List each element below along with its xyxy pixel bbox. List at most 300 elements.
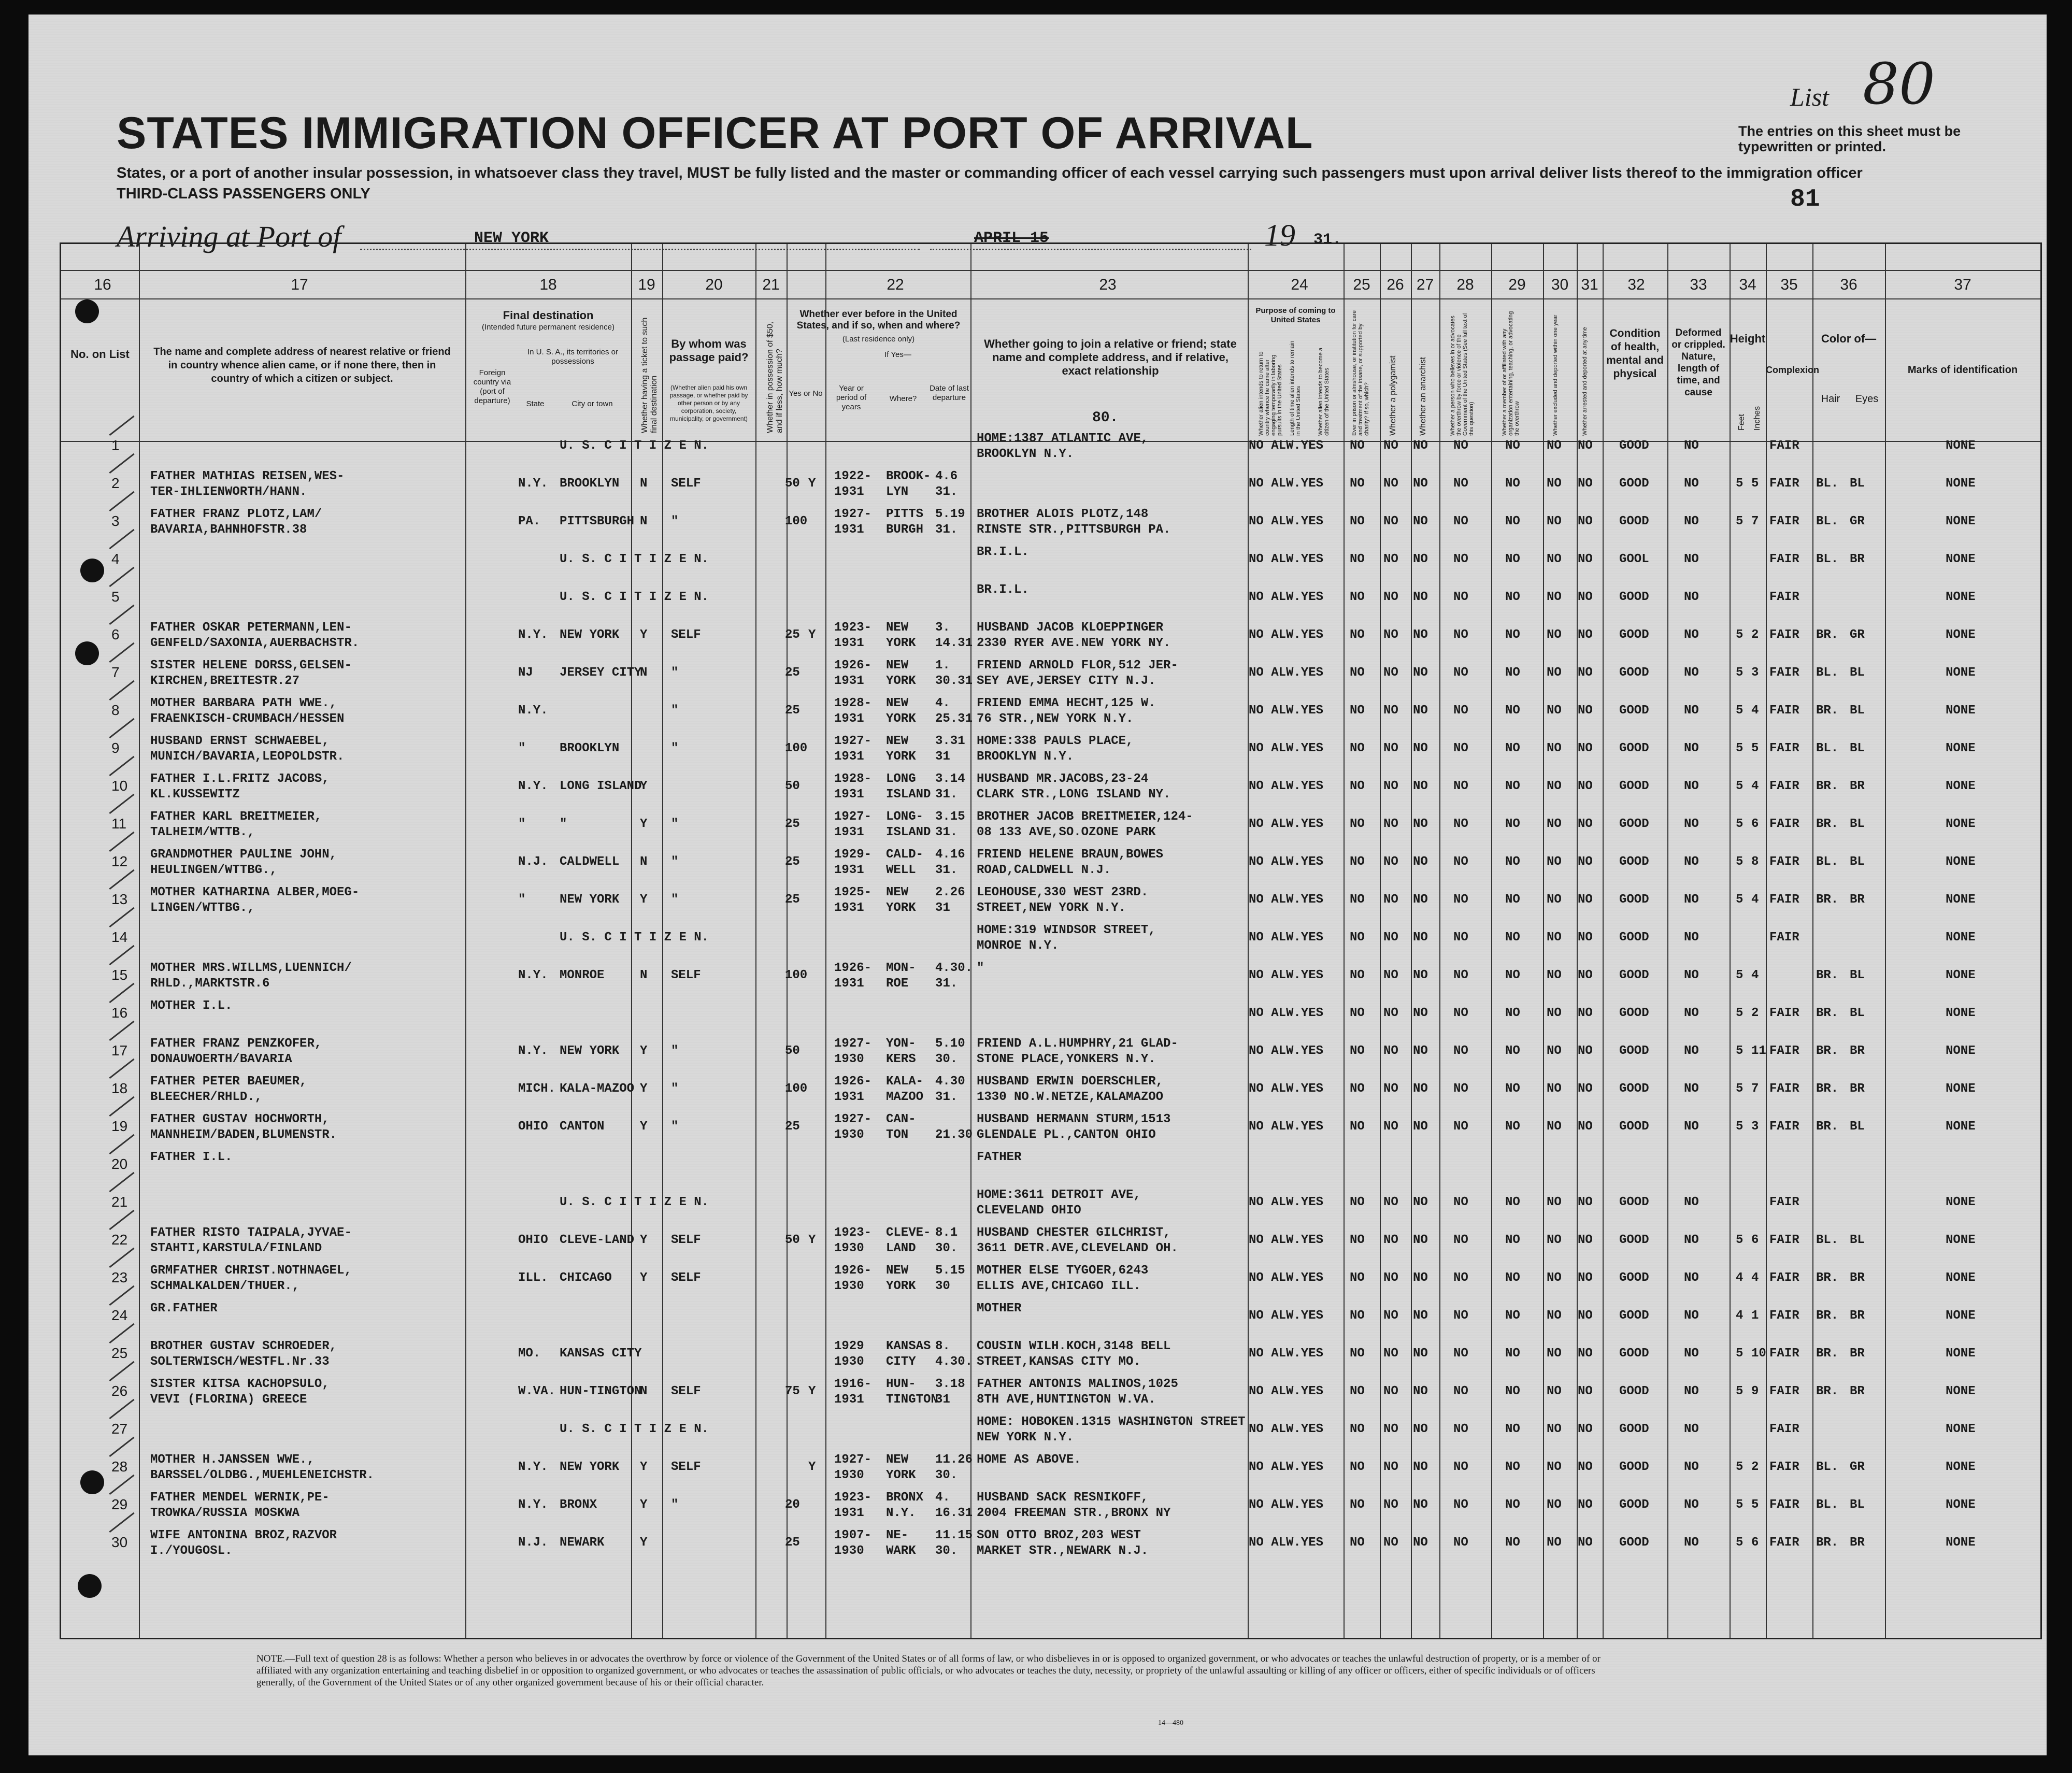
prison: NO bbox=[1350, 514, 1365, 528]
deformed: NO bbox=[1684, 628, 1699, 642]
hdr-relative: The name and complete address of nearest relative or friend in country whence alien came, or if none there, then in country of which a citizen or subject. bbox=[153, 346, 451, 384]
joining-line-1: FATHER ANTONIS MALINOS,1025 bbox=[977, 1377, 1178, 1391]
table-row bbox=[28, 468, 2008, 506]
row-number: 22 bbox=[111, 1232, 128, 1248]
hair-color: BL. bbox=[1816, 855, 1839, 869]
q29: NO bbox=[1505, 817, 1520, 831]
punch-hole bbox=[75, 299, 99, 323]
joining-line-1: HOME: HOBOKEN.1315 WASHINGTON STREET bbox=[977, 1415, 1246, 1429]
rel-line-1: FATHER MATHIAS REISEN,WES- bbox=[150, 469, 345, 483]
colnum-29: 29 bbox=[1508, 276, 1526, 293]
complexion: FAIR bbox=[1769, 1233, 1799, 1247]
q29: NO bbox=[1505, 439, 1520, 453]
eye-color: BL bbox=[1850, 666, 1865, 680]
period-end: 1931 bbox=[834, 674, 864, 688]
where-2: YORK bbox=[886, 712, 916, 726]
hair-color: BR. bbox=[1816, 1082, 1839, 1096]
q31: NO bbox=[1578, 1082, 1593, 1096]
period-start: 1927- bbox=[834, 734, 872, 748]
where-1: NEW bbox=[886, 659, 909, 673]
departure-1: 3. bbox=[935, 621, 950, 635]
money: 75 bbox=[785, 1384, 800, 1398]
complexion: FAIR bbox=[1769, 1422, 1799, 1436]
prison: NO bbox=[1350, 628, 1365, 642]
q30: NO bbox=[1547, 779, 1562, 793]
dest-city: LONG ISLAND bbox=[560, 779, 642, 793]
eye-color: BR bbox=[1850, 893, 1865, 907]
identification-marks: NONE bbox=[1946, 1233, 1976, 1247]
eye-color: GR bbox=[1850, 514, 1865, 528]
money: 50 bbox=[785, 779, 800, 793]
where-1: NEW bbox=[886, 1264, 909, 1278]
q30: NO bbox=[1547, 514, 1562, 528]
purpose: NO ALW.YES bbox=[1249, 628, 1324, 642]
anarchist: NO bbox=[1413, 893, 1428, 907]
hdr-anarchist: Whether an anarchist bbox=[1419, 356, 1427, 436]
table-row bbox=[28, 1338, 2008, 1376]
health-condition: GOOD bbox=[1619, 1309, 1649, 1323]
height-inches: 6 bbox=[1751, 1233, 1759, 1247]
q31: NO bbox=[1578, 477, 1593, 491]
identification-marks: NONE bbox=[1946, 439, 1976, 453]
health-condition: GOOD bbox=[1619, 779, 1649, 793]
table-row bbox=[28, 1527, 2008, 1565]
where-2: N.Y. bbox=[886, 1506, 916, 1520]
dest-state: ILL. bbox=[518, 1271, 548, 1285]
q28: NO bbox=[1453, 552, 1468, 566]
q30: NO bbox=[1547, 855, 1562, 869]
purpose: NO ALW.YES bbox=[1249, 552, 1324, 566]
height-inches: 7 bbox=[1751, 514, 1759, 528]
prison: NO bbox=[1350, 590, 1365, 604]
deformed: NO bbox=[1684, 704, 1699, 718]
purpose: NO ALW.YES bbox=[1249, 514, 1324, 528]
deformed: NO bbox=[1684, 477, 1699, 491]
row-number: 27 bbox=[111, 1421, 128, 1437]
rel-line-1: FATHER OSKAR PETERMANN,LEN- bbox=[150, 621, 352, 635]
money: 25 bbox=[785, 1536, 800, 1550]
dest-city: BRONX bbox=[560, 1498, 597, 1512]
rel-line-1: MOTHER BARBARA PATH WWE., bbox=[150, 696, 337, 710]
money: 25 bbox=[785, 628, 800, 642]
joining-line-2: BROOKLYN N.Y. bbox=[977, 447, 1074, 461]
period-start: 1927- bbox=[834, 1037, 872, 1051]
deformed: NO bbox=[1684, 666, 1699, 680]
q31: NO bbox=[1578, 666, 1593, 680]
prison: NO bbox=[1350, 1384, 1365, 1398]
dest-state: OHIO bbox=[518, 1233, 548, 1247]
period-end: 1931 bbox=[834, 1393, 864, 1407]
hdr-ticket: Whether having a ticket to such final destination bbox=[640, 317, 659, 433]
prison: NO bbox=[1350, 1195, 1365, 1209]
period-end: 1930 bbox=[834, 1052, 864, 1066]
colnum-26: 26 bbox=[1387, 276, 1404, 293]
purpose: NO ALW.YES bbox=[1249, 1271, 1324, 1285]
colnum-19: 19 bbox=[638, 276, 655, 293]
q30: NO bbox=[1547, 1082, 1562, 1096]
where-1: PITTS bbox=[886, 507, 924, 521]
q29: NO bbox=[1505, 1233, 1520, 1247]
joining-line-2: NEW YORK N.Y. bbox=[977, 1431, 1074, 1445]
q29: NO bbox=[1505, 1460, 1520, 1474]
joining-line-2: 76 STR.,NEW YORK N.Y. bbox=[977, 712, 1134, 726]
q30: NO bbox=[1547, 1309, 1562, 1323]
been-before: Y bbox=[808, 1233, 816, 1247]
polygamist: NO bbox=[1383, 1082, 1398, 1096]
identification-marks: NONE bbox=[1946, 514, 1976, 528]
table-row bbox=[28, 430, 2008, 468]
polygamist: NO bbox=[1383, 931, 1398, 945]
height-inches: 4 bbox=[1751, 1271, 1759, 1285]
joining-line-2: ELLIS AVE,CHICAGO ILL. bbox=[977, 1279, 1141, 1293]
colnum-35: 35 bbox=[1780, 276, 1798, 293]
q30: NO bbox=[1547, 931, 1562, 945]
q28: NO bbox=[1453, 741, 1468, 755]
health-condition: GOOD bbox=[1619, 477, 1649, 491]
money: 50 bbox=[785, 477, 800, 491]
money: 25 bbox=[785, 1120, 800, 1134]
prison: NO bbox=[1350, 741, 1365, 755]
height-inches: 4 bbox=[1751, 893, 1759, 907]
deformed: NO bbox=[1684, 439, 1699, 453]
colnum-22: 22 bbox=[887, 276, 904, 293]
where-2: WARK bbox=[886, 1544, 916, 1558]
purpose: NO ALW.YES bbox=[1249, 1347, 1324, 1361]
period-end: 1931 bbox=[834, 485, 864, 499]
q28: NO bbox=[1453, 1384, 1468, 1398]
manifest-sheet bbox=[28, 15, 2047, 1755]
height-inches: 10 bbox=[1751, 1347, 1766, 1361]
dest-city: CALDWELL bbox=[560, 855, 620, 869]
q31: NO bbox=[1578, 817, 1593, 831]
eye-color: BR bbox=[1850, 1536, 1865, 1550]
anarchist: NO bbox=[1413, 931, 1428, 945]
table-row bbox=[28, 1186, 2008, 1224]
purpose: NO ALW.YES bbox=[1249, 779, 1324, 793]
row-number: 9 bbox=[111, 740, 120, 756]
joining-line-2: 2330 RYER AVE.NEW YORK NY. bbox=[977, 636, 1171, 650]
been-before: Y bbox=[808, 477, 816, 491]
rel-line-2: SOLTERWISCH/WESTFL.Nr.33 bbox=[150, 1355, 330, 1369]
q30: NO bbox=[1547, 1120, 1562, 1134]
table-row bbox=[28, 884, 2008, 922]
departure-2: 31. bbox=[935, 523, 958, 537]
dest-city: CANTON bbox=[560, 1120, 605, 1134]
rel-line-2: STAHTI,KARSTULA/FINLAND bbox=[150, 1241, 322, 1255]
rel-line-2: FRAENKISCH-CRUMBACH/HESSEN bbox=[150, 712, 345, 726]
anarchist: NO bbox=[1413, 1120, 1428, 1134]
table-row bbox=[28, 1262, 2008, 1300]
where-2: YORK bbox=[886, 674, 916, 688]
q30: NO bbox=[1547, 893, 1562, 907]
table-row bbox=[28, 695, 2008, 733]
departure-1: 3.18 bbox=[935, 1377, 965, 1391]
height-inches: 7 bbox=[1751, 1082, 1759, 1096]
polygamist: NO bbox=[1383, 1233, 1398, 1247]
anarchist: NO bbox=[1413, 741, 1428, 755]
joining-line-2: 1330 NO.W.NETZE,KALAMAZOO bbox=[977, 1090, 1164, 1104]
purpose: NO ALW.YES bbox=[1249, 1460, 1324, 1474]
where-1: CLEVE- bbox=[886, 1226, 931, 1240]
list-label: List bbox=[1790, 82, 1830, 111]
hdr-passage-sub: (Whether alien paid his own passage, or whether paid by other person or by any corporation, society, municipality, or government) bbox=[669, 384, 748, 422]
money: 25 bbox=[785, 855, 800, 869]
polygamist: NO bbox=[1383, 439, 1398, 453]
polygamist: NO bbox=[1383, 1006, 1398, 1020]
complexion: FAIR bbox=[1769, 1044, 1799, 1058]
identification-marks: NONE bbox=[1946, 779, 1976, 793]
passage-paid-by: SELF bbox=[671, 1233, 701, 1247]
eye-color: BR bbox=[1850, 1309, 1865, 1323]
departure-1: 4.30 bbox=[935, 1075, 965, 1089]
height-feet: 5 bbox=[1736, 628, 1744, 642]
q29: NO bbox=[1505, 741, 1520, 755]
hair-color: BL. bbox=[1816, 1498, 1839, 1512]
rel-line-2: GENFELD/SAXONIA,AUERBACHSTR. bbox=[150, 636, 360, 650]
q29: NO bbox=[1505, 1536, 1520, 1550]
departure-2: 30. bbox=[935, 1241, 958, 1255]
passage-paid-by: " bbox=[671, 666, 679, 680]
height-feet: 5 bbox=[1736, 968, 1744, 982]
identification-marks: NONE bbox=[1946, 1384, 1976, 1398]
dest-city: BROOKLYN bbox=[560, 741, 620, 755]
q30: NO bbox=[1547, 1195, 1562, 1209]
q31: NO bbox=[1578, 1309, 1593, 1323]
joining-line-1: HOME:3611 DETROIT AVE, bbox=[977, 1188, 1141, 1202]
dest-state: N.Y. bbox=[518, 968, 548, 982]
deformed: NO bbox=[1684, 817, 1699, 831]
q29: NO bbox=[1505, 931, 1520, 945]
departure-2: 14.31 bbox=[935, 636, 973, 650]
joining-line-1: HUSBAND HERMANN STURM,1513 bbox=[977, 1112, 1171, 1126]
deformed: NO bbox=[1684, 1460, 1699, 1474]
port-name: NEW YORK bbox=[474, 230, 549, 247]
dest-state: " bbox=[518, 741, 526, 755]
where-2: YORK bbox=[886, 1468, 916, 1482]
hdr-complexion: Complexion bbox=[1766, 365, 1820, 375]
complexion: FAIR bbox=[1769, 1006, 1799, 1020]
row-number: 8 bbox=[111, 702, 120, 718]
hdr-marks: Marks of identification bbox=[1907, 364, 2018, 376]
eye-color: BR bbox=[1850, 779, 1865, 793]
dest-city: U. S. C I T I Z E N. bbox=[560, 931, 709, 945]
deformed: NO bbox=[1684, 514, 1699, 528]
period-end: 1931 bbox=[834, 712, 864, 726]
passage-paid-by: SELF bbox=[671, 968, 701, 982]
hdr-q30: Whether excluded and deported within one year bbox=[1552, 314, 1559, 436]
passage-paid-by: SELF bbox=[671, 1384, 701, 1398]
hdr-deformed: Deformed or crippled. Nature, length of time, and cause bbox=[1671, 327, 1725, 398]
deformed: NO bbox=[1684, 552, 1699, 566]
departure-2: 30. bbox=[935, 1544, 958, 1558]
dest-state: " bbox=[518, 893, 526, 907]
anarchist: NO bbox=[1413, 1498, 1428, 1512]
complexion: FAIR bbox=[1769, 439, 1799, 453]
prison: NO bbox=[1350, 968, 1365, 982]
hdr-joining: Whether going to join a relative or friend; state name and complete address, and if relative, exact relationship bbox=[984, 337, 1237, 377]
departure-2: 31. bbox=[935, 977, 958, 991]
anarchist: NO bbox=[1413, 855, 1428, 869]
colnum-30: 30 bbox=[1551, 276, 1569, 293]
rel-line-2: TROWKA/RUSSIA MOSKWA bbox=[150, 1506, 300, 1520]
table-row bbox=[28, 1149, 2008, 1186]
health-condition: GOOD bbox=[1619, 1082, 1649, 1096]
joining-line-1: FRIEND ARNOLD FLOR,512 JER- bbox=[977, 659, 1178, 673]
row-number: 30 bbox=[111, 1534, 128, 1550]
rel-line-1: GRANDMOTHER PAULINE JOHN, bbox=[150, 848, 337, 862]
eye-color: BR bbox=[1850, 1347, 1865, 1361]
rel-line-2: KL.KUSSEWITZ bbox=[150, 788, 240, 802]
where-2: YORK bbox=[886, 901, 916, 915]
hair-color: BR. bbox=[1816, 1536, 1839, 1550]
polygamist: NO bbox=[1383, 1460, 1398, 1474]
q31: NO bbox=[1578, 855, 1593, 869]
row-number: 16 bbox=[111, 1005, 128, 1021]
polygamist: NO bbox=[1383, 1195, 1398, 1209]
q31: NO bbox=[1578, 552, 1593, 566]
table-row bbox=[28, 922, 2008, 960]
deformed: NO bbox=[1684, 855, 1699, 869]
dest-state: N.Y. bbox=[518, 704, 548, 718]
period-end: 1930 bbox=[834, 1279, 864, 1293]
been-before: Y bbox=[808, 1384, 816, 1398]
departure-2: 30 bbox=[935, 1279, 950, 1293]
hair-color: BL. bbox=[1816, 741, 1839, 755]
eye-color: BL bbox=[1850, 1120, 1865, 1134]
health-condition: GOOD bbox=[1619, 893, 1649, 907]
anarchist: NO bbox=[1413, 666, 1428, 680]
deformed: NO bbox=[1684, 1195, 1699, 1209]
dest-state: N.Y. bbox=[518, 1460, 548, 1474]
where-1: YON- bbox=[886, 1037, 916, 1051]
passage-paid-by: " bbox=[671, 1120, 679, 1134]
height-inches: 3 bbox=[1751, 1120, 1759, 1134]
row-number: 13 bbox=[111, 891, 128, 907]
q29: NO bbox=[1505, 1195, 1520, 1209]
q28: NO bbox=[1453, 477, 1468, 491]
dest-city: CHICAGO bbox=[560, 1271, 612, 1285]
health-condition: GOOD bbox=[1619, 439, 1649, 453]
q29: NO bbox=[1505, 1044, 1520, 1058]
dest-city: CLEVE-LAND bbox=[560, 1233, 635, 1247]
complexion: FAIR bbox=[1769, 779, 1799, 793]
deformed: NO bbox=[1684, 1082, 1699, 1096]
identification-marks: NONE bbox=[1946, 1120, 1976, 1134]
polygamist: NO bbox=[1383, 666, 1398, 680]
height-feet: 5 bbox=[1736, 855, 1744, 869]
passage-paid-by: " bbox=[671, 704, 679, 718]
q31: NO bbox=[1578, 628, 1593, 642]
polygamist: NO bbox=[1383, 741, 1398, 755]
hdr-inches: Inches bbox=[1753, 406, 1762, 431]
where-2: LYN bbox=[886, 485, 909, 499]
q30: NO bbox=[1547, 439, 1562, 453]
deformed: NO bbox=[1684, 1384, 1699, 1398]
polygamist: NO bbox=[1383, 477, 1398, 491]
hdr-hair: Hair bbox=[1821, 393, 1840, 405]
complexion: FAIR bbox=[1769, 1347, 1799, 1361]
q31: NO bbox=[1578, 931, 1593, 945]
q31: NO bbox=[1578, 1384, 1593, 1398]
q29: NO bbox=[1505, 477, 1520, 491]
eye-color: BL bbox=[1850, 741, 1865, 755]
joining-line-1: HOME:319 WINDSOR STREET, bbox=[977, 923, 1156, 937]
passage-paid-by: " bbox=[671, 1082, 679, 1096]
passage-paid-by: SELF bbox=[671, 477, 701, 491]
row-number: 11 bbox=[111, 816, 127, 832]
hdr-q29: Whether a member of or affiliated with any organization entertaining, teaching, or advocating the overthrow bbox=[1502, 311, 1520, 436]
hdr-polygamist: Whether a polygamist bbox=[1389, 355, 1397, 436]
hdr-no-on-list: No. on List bbox=[70, 348, 130, 361]
departure-2: 31. bbox=[935, 788, 958, 802]
q31: NO bbox=[1578, 893, 1593, 907]
rel-line-1: SISTER HELENE DORSS,GELSEN- bbox=[150, 659, 352, 673]
dest-city: KANSAS CITY bbox=[560, 1347, 642, 1361]
table-row bbox=[28, 1413, 2008, 1451]
height-inches: 11 bbox=[1751, 1044, 1766, 1058]
period-start: 1926- bbox=[834, 1075, 872, 1089]
prison: NO bbox=[1350, 817, 1365, 831]
row-number: 18 bbox=[111, 1080, 128, 1096]
health-condition: GOOD bbox=[1619, 1384, 1649, 1398]
q28: NO bbox=[1453, 931, 1468, 945]
dest-state: W.VA. bbox=[518, 1384, 556, 1398]
height-feet: 5 bbox=[1736, 1082, 1744, 1096]
departure-1: 11.15 bbox=[935, 1528, 973, 1542]
q28: NO bbox=[1453, 1309, 1468, 1323]
rel-line-1: FATHER FRANZ PENZKOFER, bbox=[150, 1037, 322, 1051]
complexion: FAIR bbox=[1769, 590, 1799, 604]
departure-1: 4. bbox=[935, 1491, 950, 1505]
health-condition: GOOD bbox=[1619, 931, 1649, 945]
hdr-q28: Whether a person who believes in or advocates the overthrow by force or violence of the Government of the United States (See full text of this question) bbox=[1450, 313, 1475, 436]
rel-line-2: TER-IHLIENWORTH/HANN. bbox=[150, 485, 307, 499]
dest-state: " bbox=[518, 817, 526, 831]
where-2: YORK bbox=[886, 750, 916, 764]
q30: NO bbox=[1547, 1536, 1562, 1550]
height-inches: 1 bbox=[1751, 1309, 1759, 1323]
table-row bbox=[28, 581, 2008, 619]
rel-line-1: MOTHER MRS.WILLMS,LUENNICH/ bbox=[150, 961, 352, 975]
rel-line-1: FATHER GUSTAV HOCHWORTH, bbox=[150, 1112, 330, 1126]
departure-1: 5.10 bbox=[935, 1037, 965, 1051]
polygamist: NO bbox=[1383, 779, 1398, 793]
rel-line-1: WIFE ANTONINA BROZ,RAZVOR bbox=[150, 1528, 337, 1542]
q30: NO bbox=[1547, 1498, 1562, 1512]
q31: NO bbox=[1578, 1460, 1593, 1474]
colnum-20: 20 bbox=[705, 276, 723, 293]
q30: NO bbox=[1547, 477, 1562, 491]
q30: NO bbox=[1547, 1271, 1562, 1285]
hair-color: BR. bbox=[1816, 1309, 1839, 1323]
hair-color: BL. bbox=[1816, 666, 1839, 680]
complexion: FAIR bbox=[1769, 514, 1799, 528]
hair-color: BL. bbox=[1816, 514, 1839, 528]
joining-line-1: HOME:1387 ATLANTIC AVE, bbox=[977, 432, 1149, 446]
ticket: Y bbox=[640, 779, 648, 793]
rel-line-2: HEULINGEN/WTTBG., bbox=[150, 863, 277, 877]
colnum-17: 17 bbox=[291, 276, 308, 293]
hair-color: BL. bbox=[1816, 1460, 1839, 1474]
joining-line-1: FRIEND EMMA HECHT,125 W. bbox=[977, 696, 1156, 710]
health-condition: GOOD bbox=[1619, 968, 1649, 982]
purpose: NO ALW.YES bbox=[1249, 741, 1324, 755]
money: 25 bbox=[785, 666, 800, 680]
height-feet: 5 bbox=[1736, 514, 1744, 528]
identification-marks: NONE bbox=[1946, 817, 1976, 831]
departure-1: 4.6 bbox=[935, 469, 958, 483]
row-number: 17 bbox=[111, 1042, 128, 1059]
